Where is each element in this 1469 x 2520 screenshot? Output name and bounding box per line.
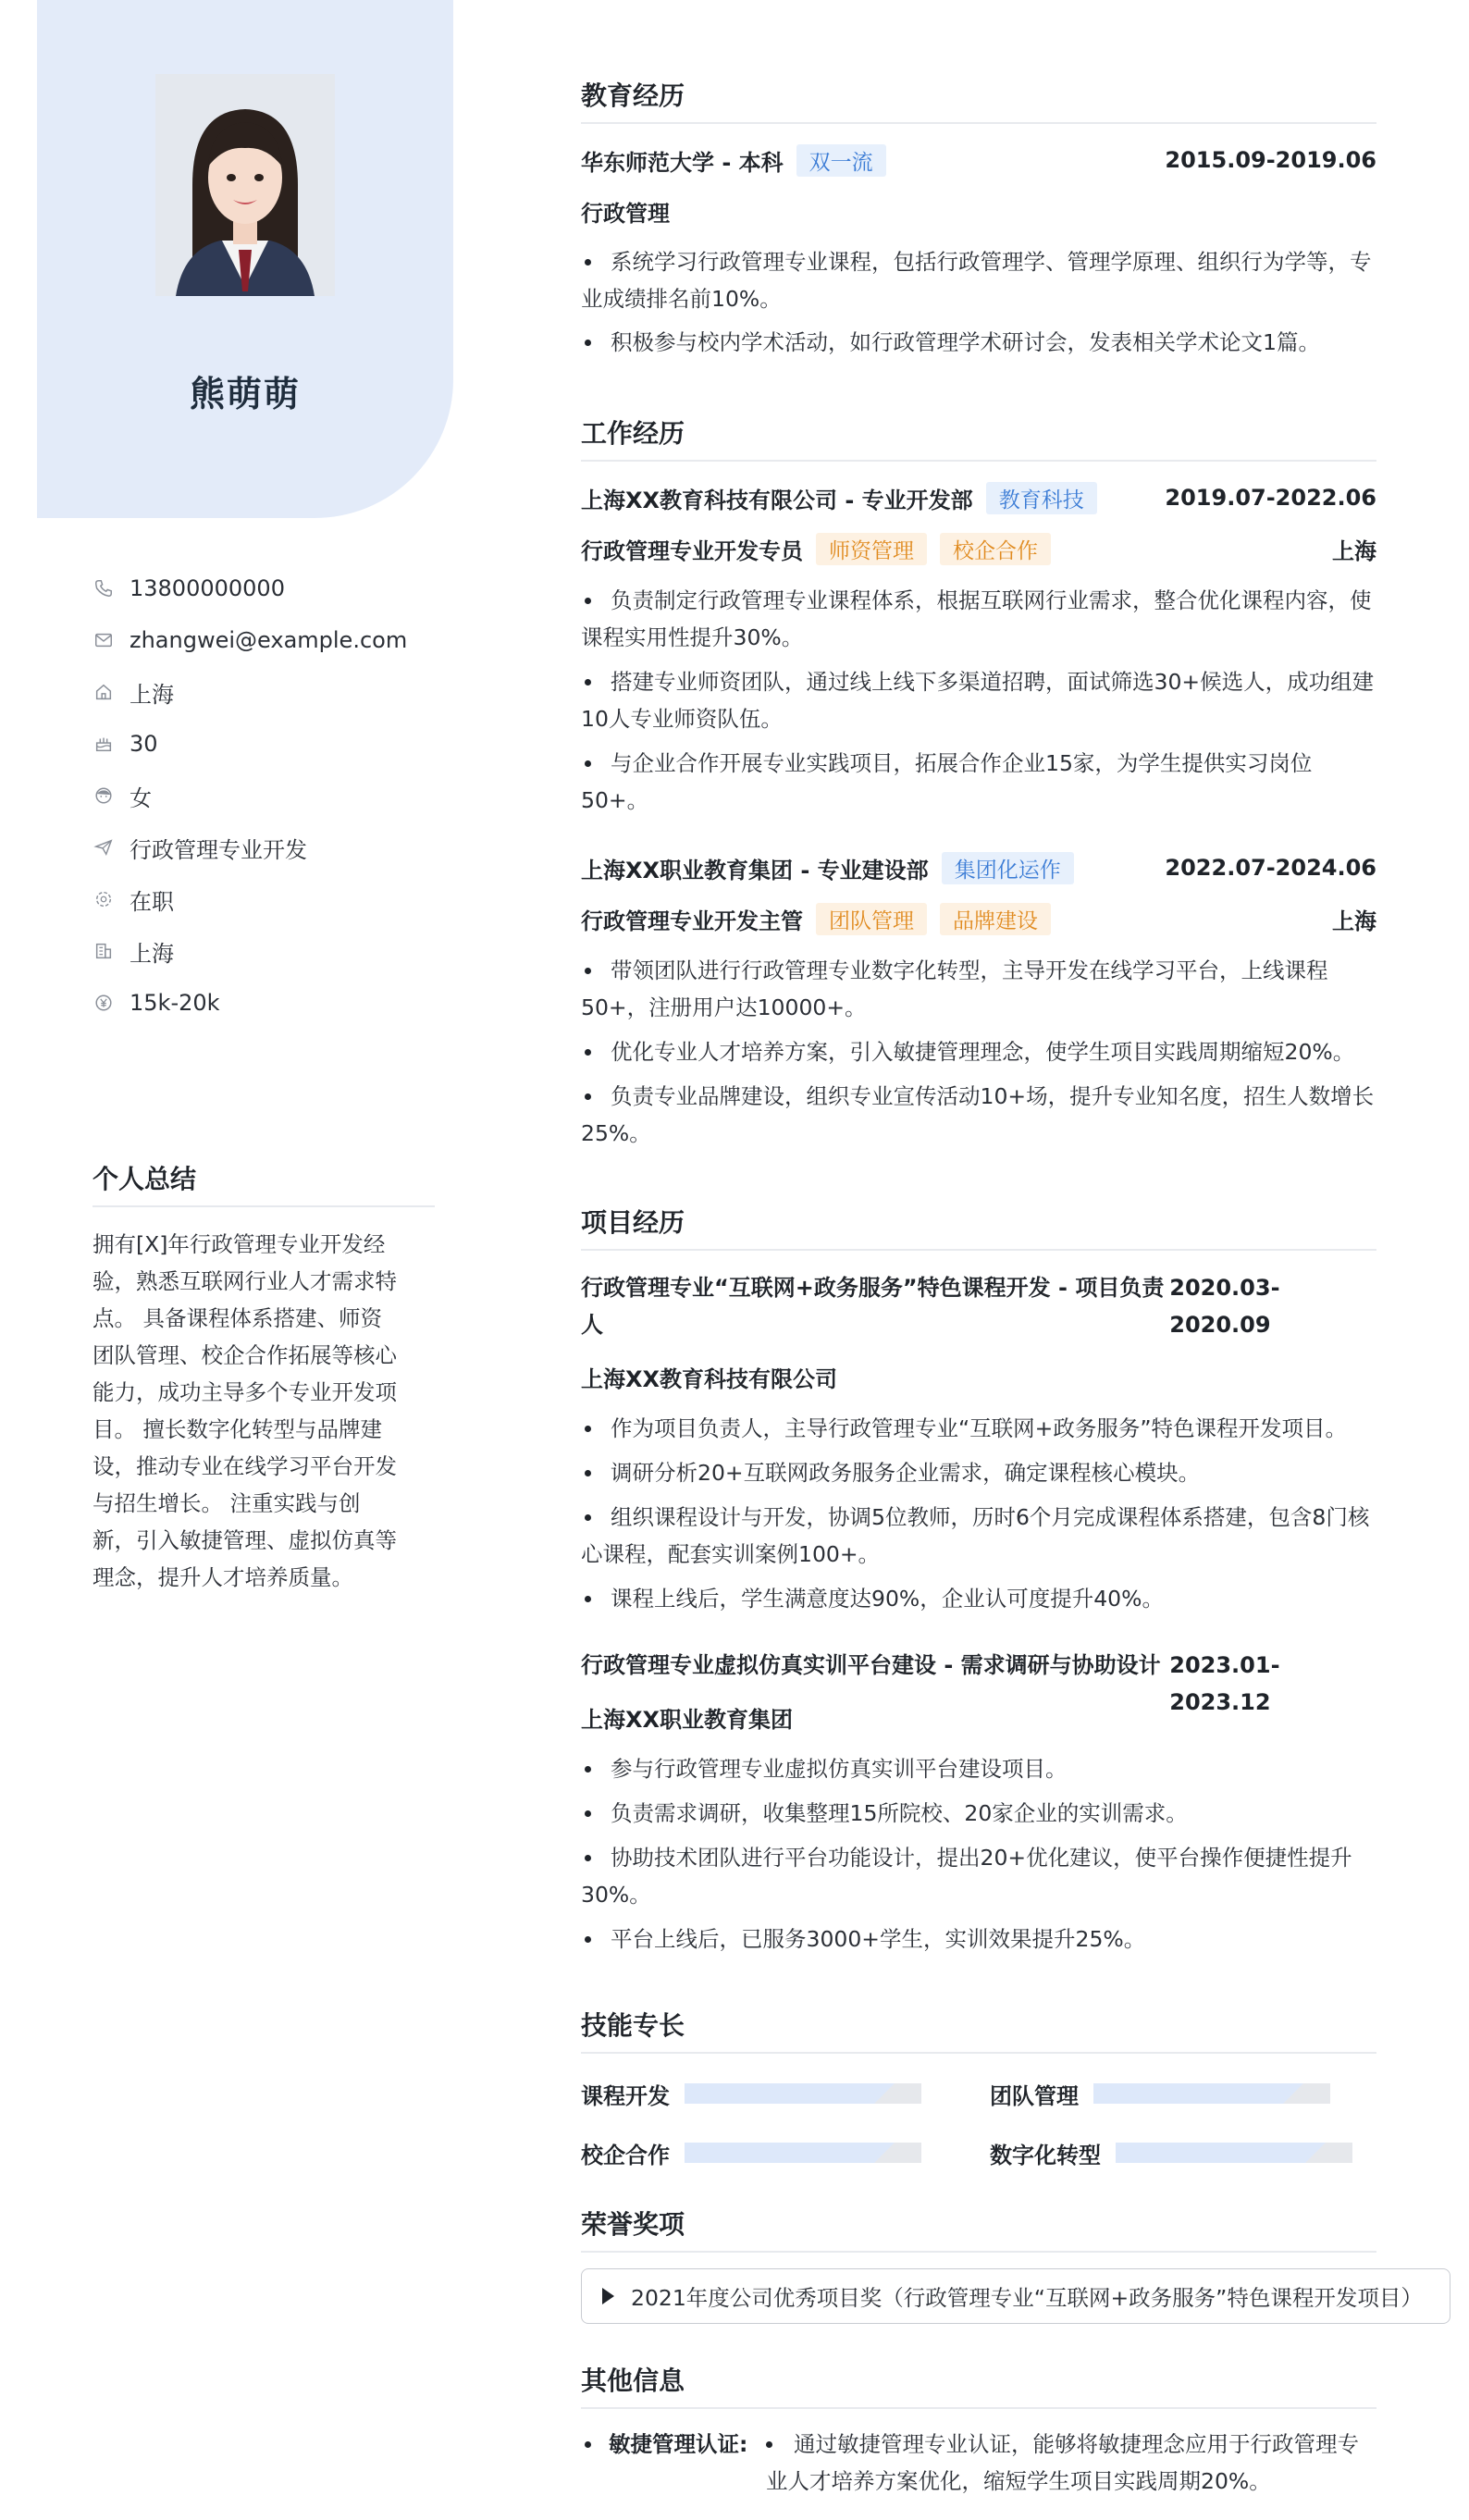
skill-tag: 师资管理: [816, 533, 927, 565]
job-role: 行政管理专业开发专员: [581, 537, 803, 564]
status-icon: [93, 888, 115, 910]
info-email: [93, 614, 435, 666]
info-status: [93, 873, 435, 925]
job-date: 2022.07-2024.06: [1165, 855, 1376, 881]
skill-bar: [685, 2143, 921, 2163]
skill-tag: 校企合作: [940, 533, 1051, 565]
other-label: 敏捷管理认证:: [609, 2431, 748, 2457]
info-location: [93, 666, 435, 718]
job-role-row: [581, 530, 1376, 567]
cake-icon: [93, 733, 115, 755]
skill-bar: [685, 2083, 921, 2104]
skills-title: 技能专长: [581, 2006, 1376, 2054]
face-icon: [93, 784, 115, 807]
list-item: 系统学习行政管理专业课程，包括行政管理学、管理学原理、组织行为学等，专业成绩排名前10%。: [581, 243, 1376, 317]
info-gender: [93, 770, 435, 821]
info-job-target: [93, 821, 435, 873]
skill-bar: [1093, 2083, 1330, 2104]
list-item: 负责制定行政管理专业课程体系，根据互联网行业需求，整合优化课程内容，使课程实用性提升30%。: [581, 582, 1376, 656]
award-text: 2021年度公司优秀项目奖（行政管理专业“互联网+政务服务”特色课程开发项目）: [631, 2285, 1423, 2311]
sidebar: [37, 0, 453, 2520]
profile-header: [37, 0, 453, 518]
job-tag: 教育科技: [986, 482, 1097, 514]
education-major: [581, 192, 1376, 229]
list-item: 搭建专业师资团队，通过线上线下多渠道招聘，面试筛选30+候选人，成功组建10人专业师资队伍。: [581, 663, 1376, 737]
location-text: 上海: [130, 681, 174, 708]
list-item: 平台上线后，已服务3000+学生，实训效果提升25%。: [581, 1921, 1376, 1958]
job-city: 上海: [1332, 537, 1376, 564]
status-text: 在职: [130, 888, 174, 915]
list-item: 协助技术团队进行平台功能设计，提出20+优化建议，使平台操作便捷性提升30%。: [581, 1839, 1376, 1913]
phone-text: 13800000000: [130, 575, 285, 601]
mail-icon: [93, 629, 115, 651]
info-target-city: [93, 925, 435, 977]
job-target-text: 行政管理专业开发: [130, 836, 307, 863]
skill-item: [581, 2134, 921, 2171]
info-salary: [93, 977, 435, 1029]
project-name: 行政管理专业虚拟仿真实训平台建设 - 需求调研与协助设计: [581, 1652, 1161, 1678]
project-header: [581, 1269, 1376, 1343]
award-item[interactable]: [581, 2268, 1450, 2324]
yen-icon: [93, 992, 115, 1014]
gender-text: 女: [130, 784, 152, 811]
job-company: 上海XX职业教育集团 - 专业建设部: [581, 857, 929, 883]
skill-bar: [1116, 2143, 1352, 2163]
info-phone: [93, 562, 435, 614]
summary-text: 拥有[X]年行政管理专业开发经验，熟悉互联网行业人才需求特点。 具备课程体系搭建、师资团队管理、校企合作拓展等核心能力，成功主导多个专业开发项目。 擅长数字化转型与品牌建设，推动专业在线学习平台开发与招生增长。 注重实践与创新，引入敏捷管理、虚拟仿真等理念，提升人才培养质量。: [93, 1231, 397, 1590]
skill-name: 数字化转型: [990, 2142, 1101, 2168]
project-org: 上海XX职业教育集团: [581, 1706, 794, 1733]
skill-item: [990, 2075, 1330, 2112]
skill-name: 校企合作: [581, 2142, 670, 2168]
building-icon: [93, 940, 115, 962]
honors-title: 荣誉奖项: [581, 2205, 1376, 2253]
skill-item: [581, 2075, 921, 2112]
other-text: 通过敏捷管理专业认证，能够将敏捷理念应用于行政管理专业人才培养方案优化，缩短学生项目实践周期20%。: [766, 2431, 1359, 2494]
education-title: 教育经历: [581, 76, 1376, 124]
project-name: 行政管理专业“互联网+政务服务”特色课程开发 - 项目负责人: [581, 1275, 1165, 1338]
major-text: 行政管理: [581, 200, 670, 227]
school-tag: 双一流: [796, 144, 886, 177]
job-header: [581, 849, 1376, 886]
job-company: 上海XX教育科技有限公司 - 专业开发部: [581, 487, 973, 513]
send-icon: [93, 836, 115, 859]
list-item: 课程上线后，学生满意度达90%，企业认可度提升40%。: [581, 1580, 1376, 1617]
salary-text: 15k-20k: [130, 990, 220, 1016]
education-date: 2015.09-2019.06: [1165, 147, 1376, 173]
list-item: 负责需求调研，收集整理15所院校、20家企业的实训需求。: [581, 1795, 1376, 1832]
education-header: [581, 142, 1376, 179]
job-role-row: [581, 900, 1376, 937]
work-title: 工作经历: [581, 414, 1376, 462]
job-role: 行政管理专业开发主管: [581, 908, 803, 934]
list-item: 积极参与校内学术活动，如行政管理学术研讨会，发表相关学术论文1篇。: [581, 324, 1376, 361]
age-text: 30: [130, 731, 158, 757]
list-item: 调研分析20+互联网政务服务企业需求，确定课程核心模块。: [581, 1454, 1376, 1491]
projects-title: 项目经历: [581, 1203, 1376, 1251]
contact-info: [93, 562, 435, 1029]
school-name: 华东师范大学 - 本科: [581, 149, 784, 176]
list-item: 负责专业品牌建设，组织专业宣传活动10+场，提升专业知名度，招生人数增长25%。: [581, 1078, 1376, 1152]
skill-name: 课程开发: [581, 2082, 670, 2109]
project-date: 2020.03-2020.09: [1169, 1275, 1280, 1338]
list-item: 带领团队进行行政管理专业数字化转型，主导开发在线学习平台，上线课程50+，注册用户达10000+。: [581, 952, 1376, 1026]
skill-name: 团队管理: [990, 2082, 1079, 2109]
list-item: 优化专业人才培养方案，引入敏捷管理理念，使学生项目实践周期缩短20%。: [581, 1033, 1376, 1070]
home-icon: [93, 681, 115, 703]
job-city: 上海: [1332, 908, 1376, 934]
job-header: [581, 479, 1376, 516]
avatar: [155, 74, 335, 296]
list-item: 参与行政管理专业虚拟仿真实训平台建设项目。: [581, 1750, 1376, 1787]
summary-title: 个人总结: [93, 1159, 435, 1207]
phone-icon: [93, 577, 115, 599]
project-org: 上海XX教育科技有限公司: [581, 1365, 838, 1392]
triangle-right-icon: [602, 2288, 614, 2304]
list-item: 组织课程设计与开发，协调5位教师，历时6个月完成课程体系搭建，包含8门核心课程，配套实训案例100+。: [581, 1499, 1376, 1573]
other-title: 其他信息: [581, 2361, 1376, 2409]
project-date: 2023.01-2023.12: [1169, 1652, 1280, 1715]
profile-name: 熊萌萌: [189, 374, 301, 414]
job-date: 2019.07-2022.06: [1165, 485, 1376, 511]
list-item: 与企业合作开展专业实践项目，拓展合作企业15家，为学生提供实习岗位50+。: [581, 745, 1376, 819]
job-tag: 集团化运作: [942, 852, 1074, 884]
project-org-row: [581, 1358, 1376, 1395]
skill-item: [990, 2134, 1352, 2171]
info-age: [93, 718, 435, 770]
list-item: 作为项目负责人，主导行政管理专业“互联网+政务服务”特色课程开发项目。: [581, 1410, 1376, 1447]
target-city-text: 上海: [130, 940, 174, 967]
skill-tag: 团队管理: [816, 903, 927, 935]
email-text: zhangwei@example.com: [130, 627, 408, 653]
skill-tag: 品牌建设: [940, 903, 1051, 935]
project-org-row: [581, 1699, 1376, 1736]
